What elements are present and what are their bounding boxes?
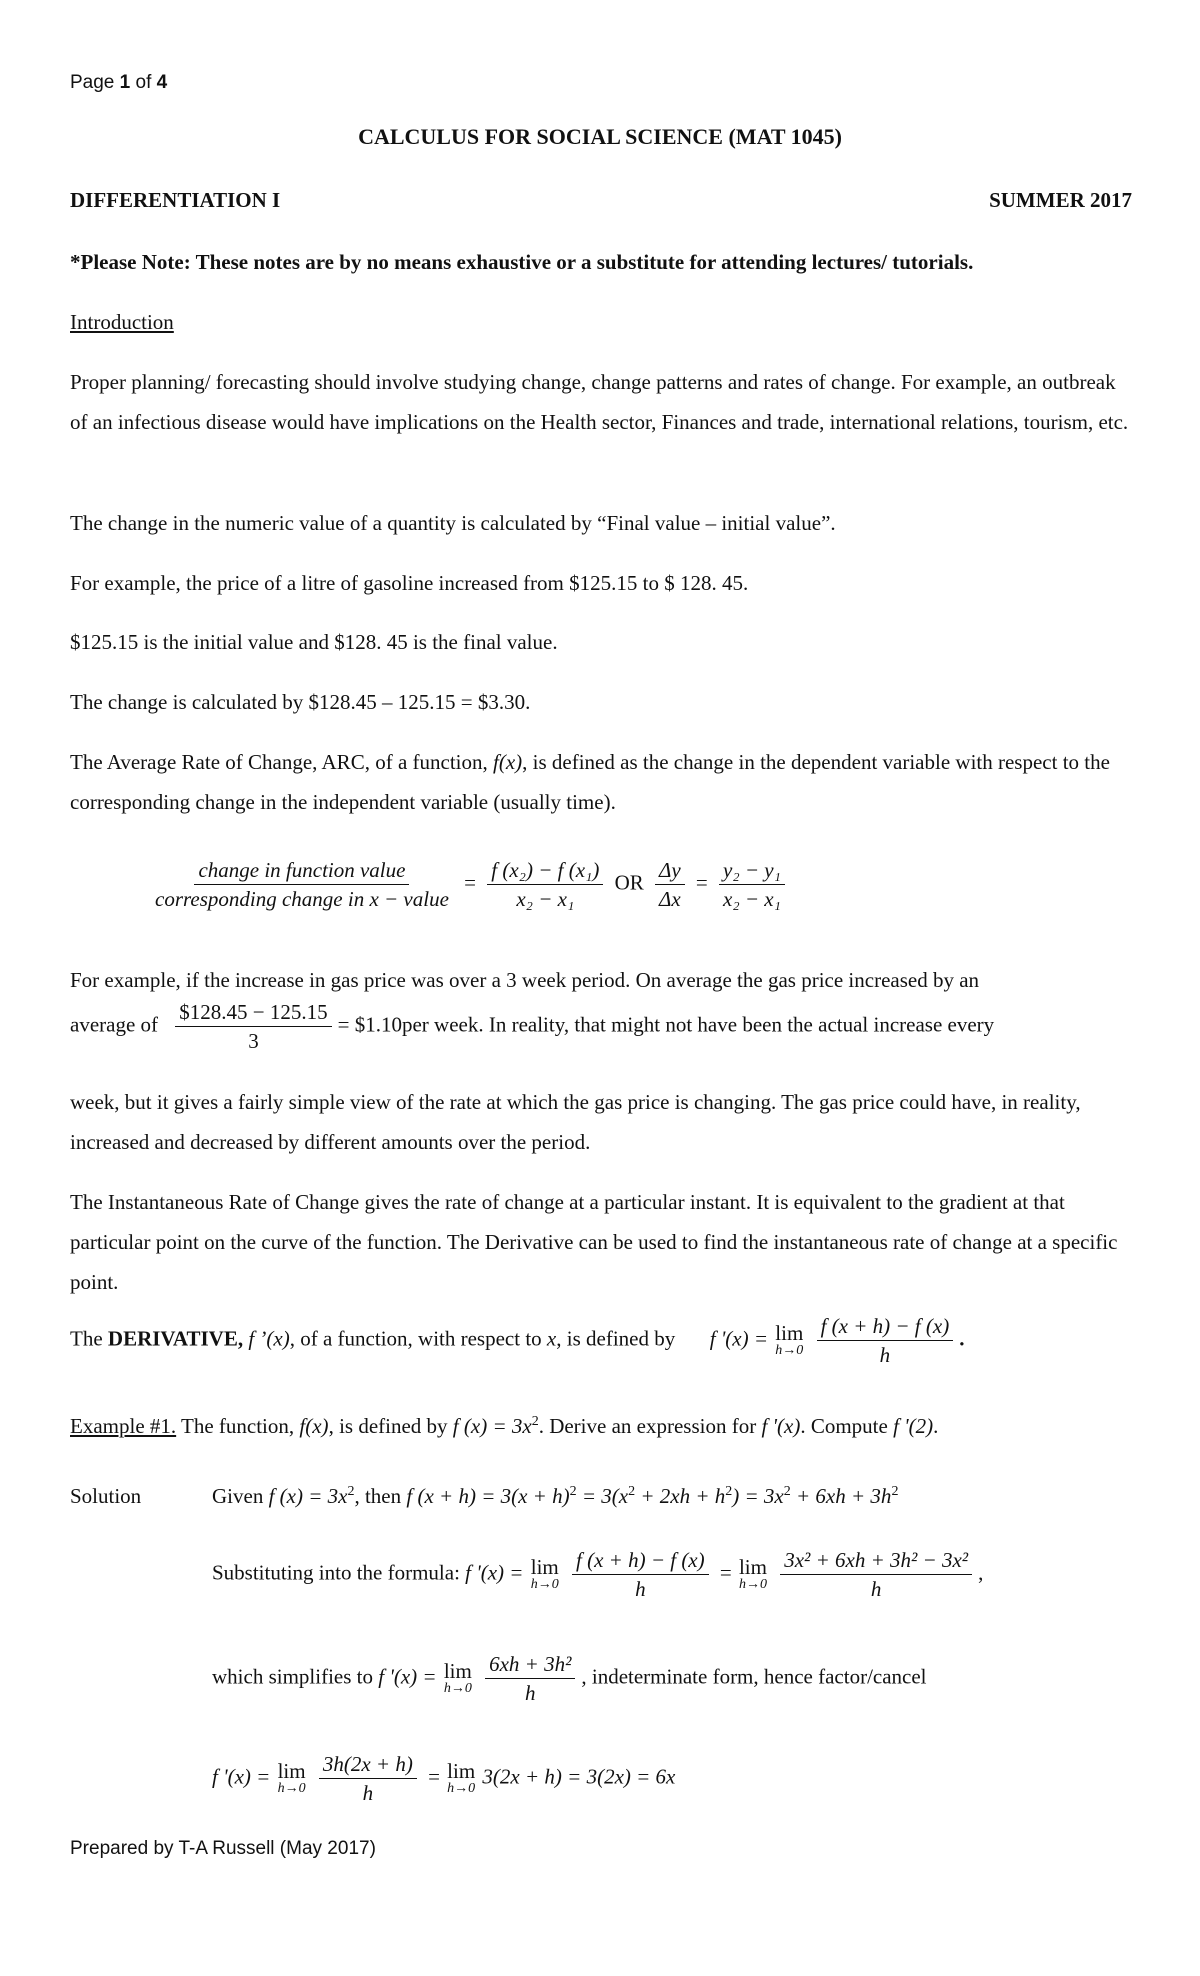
paragraph-3: For example, the price of a litre of gasoline increased from $125.15 to $ 128. 45. [70,571,749,595]
example-def: f (x) = 3x [452,1414,532,1438]
subtitle-row [70,188,1132,213]
sol1-a: Given [212,1484,269,1508]
example-label: Example #1. [70,1414,177,1438]
sol4-lim-1: lim h→0 [277,1759,306,1797]
sol3-a: which simplifies to [212,1664,379,1689]
p8-num: $128.45 − 125.15 [175,1000,331,1027]
paragraph-7: For example, if the increase in gas price was over a 3 week period. On average the gas price increased by an [70,968,980,992]
section-title: DIFFERENTIATION I [70,188,281,212]
sol4-lim-2: lim h→0 [447,1759,476,1797]
sol1-g: ) = 3x [732,1484,784,1508]
p6-fx: f(x) [493,750,523,774]
example-text-a: The function, [176,1414,300,1438]
page-current: 1 [119,72,131,93]
deriv-den: h [879,1343,891,1368]
deriv-bold: DERIVATIVE, [107,1326,244,1351]
paragraph-4: $125.15 is the initial value and $128. 45 is the final value. [70,630,558,654]
p6-text-a: The Average Rate of Change, ARC, of a function, [70,750,493,774]
sol4-num: 3h(2x + h) [319,1752,417,1779]
arc-den-1: corresponding change in x − value [155,887,449,912]
derivative-definition: The DERIVATIVE, f ’(x), of a function, with respect to x, is defined by f '(x) = lim h→0 $\frac{f (x + h) - f (x)}{h}$ . [70,1314,965,1368]
example-text-e: . [933,1414,939,1438]
deriv-lim-word: lim [775,1321,804,1346]
intro-heading: Introduction [70,310,174,334]
example-statement: Example #1. The function, f(x), is defined by f $(x) = 3x^2$. Derive an expression for f '(x). Compute f '(2). [70,1414,939,1438]
p8-text-a: average of [70,1012,159,1037]
arc-fraction-delta [655,858,685,911]
document-title: CALCULUS FOR SOCIAL SCIENCE (MAT 1045) [358,124,842,149]
example-text-d: . Compute [800,1414,894,1438]
paragraph-2: The change in the numeric value of a quantity is calculated by “Final value – initial value”. [70,511,836,535]
sol3-lhs: f '(x) = [378,1664,437,1689]
deriv-fp: f ’(x) [243,1326,290,1351]
sol3-den: h [524,1681,536,1706]
note: *Please Note: These notes are by no means exhaustive or a substitute for attending lectures/ tutorials. [70,250,974,274]
solution-line-3 [212,1652,927,1705]
example-fx: f(x) [299,1414,329,1438]
sol2-den-2: h [870,1577,882,1602]
deriv-lim-sub: h→0 [775,1343,804,1359]
arc-formula: $\frac{\text{change in function value}}{\text{corresponding change in x − value}}$ = $\frac{\text{f (x₂) − f (x₁)}}{\text{x₂ − x₁}}$ OR $\frac{\Delta y}{\Delta x}$ = $\frac{\text{y₂ − y₁}}{\text{x₂ − x₁}}$ [145,858,791,911]
sol4-fraction [319,1752,417,1805]
sol2-den-1: h [635,1577,646,1602]
example-text-c: . Derive an expression for [538,1414,762,1438]
sol1-e: = 3(x [576,1484,629,1508]
page-prefix: Page [70,72,120,93]
arc-num-3: Δy [655,858,685,885]
arc-den-3: Δx [659,887,681,912]
paragraph-8 [70,1000,994,1053]
term-label: SUMMER 2017 [989,188,1132,212]
page-total: 4 [156,72,168,93]
p6-text-b: , is defined as the change in the dependent variable with respect to the corresponding change in the independent variable (usually time). [70,750,1110,814]
deriv-num: f (x + h) − f (x) [817,1314,954,1341]
sol2-lhs: f '(x) = [465,1560,524,1585]
deriv-mid: , of a function, with respect to [289,1326,547,1351]
sol2-lim-2: lim h→0 [738,1555,767,1593]
arc-fraction-f [487,858,603,911]
deriv-x: x [546,1326,557,1351]
solution-line-2: Substituting into the formula: f '(x) = lim h→0 $\frac{f (x + h) - f (x)}{h}$ = lim h→0 $\frac{\text{3x² + 6xh + 3h² − 3x²}}{h}$ , [212,1548,984,1602]
sol3-b: , indeterminate form, hence factor/cancel [581,1664,927,1689]
arc-den-4: x₂ − x₁ [723,887,781,912]
sol1-d: f (x + h) = 3(x + h) [406,1484,570,1508]
deriv-pre: The [70,1326,108,1351]
sol2-fraction-1 [572,1548,709,1601]
sol2-num-2: 3x² + 6xh + 3h² − 3x² [780,1548,972,1575]
solution-label: Solution [70,1484,142,1508]
arc-num-1: change in function value [194,858,409,885]
deriv-lim [775,1322,803,1359]
paragraph-10: The Instantaneous Rate of Change gives the rate of change at a particular instant. It is equivalent to the gradient at that particular point on the curve of the function. The Derivative can be used to find the instantaneous rate of change at a specific point. [70,1190,1118,1294]
example-text-b: , is defined by [328,1414,453,1438]
sol1-b: f (x) = 3x [268,1484,348,1508]
deriv-fraction [817,1314,954,1367]
page-of: of [130,72,157,93]
sol2-a: Substituting into the formula: [212,1560,466,1585]
paragraph-6 [70,742,1135,822]
arc-or: OR [614,870,644,895]
p8-eq: = $1.10 [337,1012,402,1037]
sol2-num-1: f (x + h) − f (x) [572,1548,709,1575]
deriv-post: , is defined by [556,1326,676,1351]
sol3-lim: lim h→0 [443,1659,472,1697]
sol4-den: h [362,1781,374,1806]
sol2-lim-1: lim h→0 [530,1555,559,1593]
footer: Prepared by T-A Russell (May 2017) [70,1838,376,1859]
sol1-c: , then [354,1484,407,1508]
solution-line-4: f '(x) = lim h→0 $\frac{3h(2x + h)}{h}$ = lim h→0 3(2x + h) = 3(2x) = 6x [212,1752,676,1806]
sol1-h: + 6xh + 3h [790,1484,892,1508]
page-number [70,72,167,94]
p8-fraction [175,1000,331,1053]
example-fp2: f '(2) [893,1414,934,1438]
paragraph-5: The change is calculated by $128.45 – 125.15 = $3.30. [70,690,531,714]
sol3-num: 6xh + 3h² [485,1652,575,1679]
sol1-f: + 2xh + h [635,1484,726,1508]
p8-den: 3 [248,1029,259,1054]
sol3-fraction [485,1652,575,1705]
arc-fraction-y [719,858,785,911]
arc-num-2: f (x₂) − f (x₁) [487,858,603,885]
paragraph-1: Proper planning/ forecasting should involve studying change, change patterns and rates of change. For example, an outbreak of an infectious disease would have implications on the Health sector, Finances and trade, international relations, tourism, etc. [70,370,1129,434]
sol4-lhs: f '(x) = [212,1764,271,1789]
arc-fraction-words [151,858,453,911]
sol2-fraction-2 [780,1548,972,1601]
example-fpx: f '(x) [761,1414,801,1438]
paragraph-9: week, but it gives a fairly simple view of the rate at which the gas price is changing. The gas price could have, in reality, increased and decreased by different amounts over the period. [70,1090,1081,1154]
arc-den-2: x₂ − x₁ [516,887,575,912]
deriv-lhs: f '(x) = [709,1326,769,1351]
arc-num-4: y₂ − y₁ [719,858,785,885]
sol4-rest: 3(2x + h) = 3(2x) = 6x [482,1764,676,1789]
p8-text-b: per week. In reality, that might not have been the actual increase every [401,1012,995,1037]
solution-line-1: Given f $(x) = 3x^2$, then f $(x + h) = 3(x + h)^2 = 3(x^2 + 2xh + h^2) = 3x^2 + 6xh + 3h^2$ [212,1484,899,1508]
